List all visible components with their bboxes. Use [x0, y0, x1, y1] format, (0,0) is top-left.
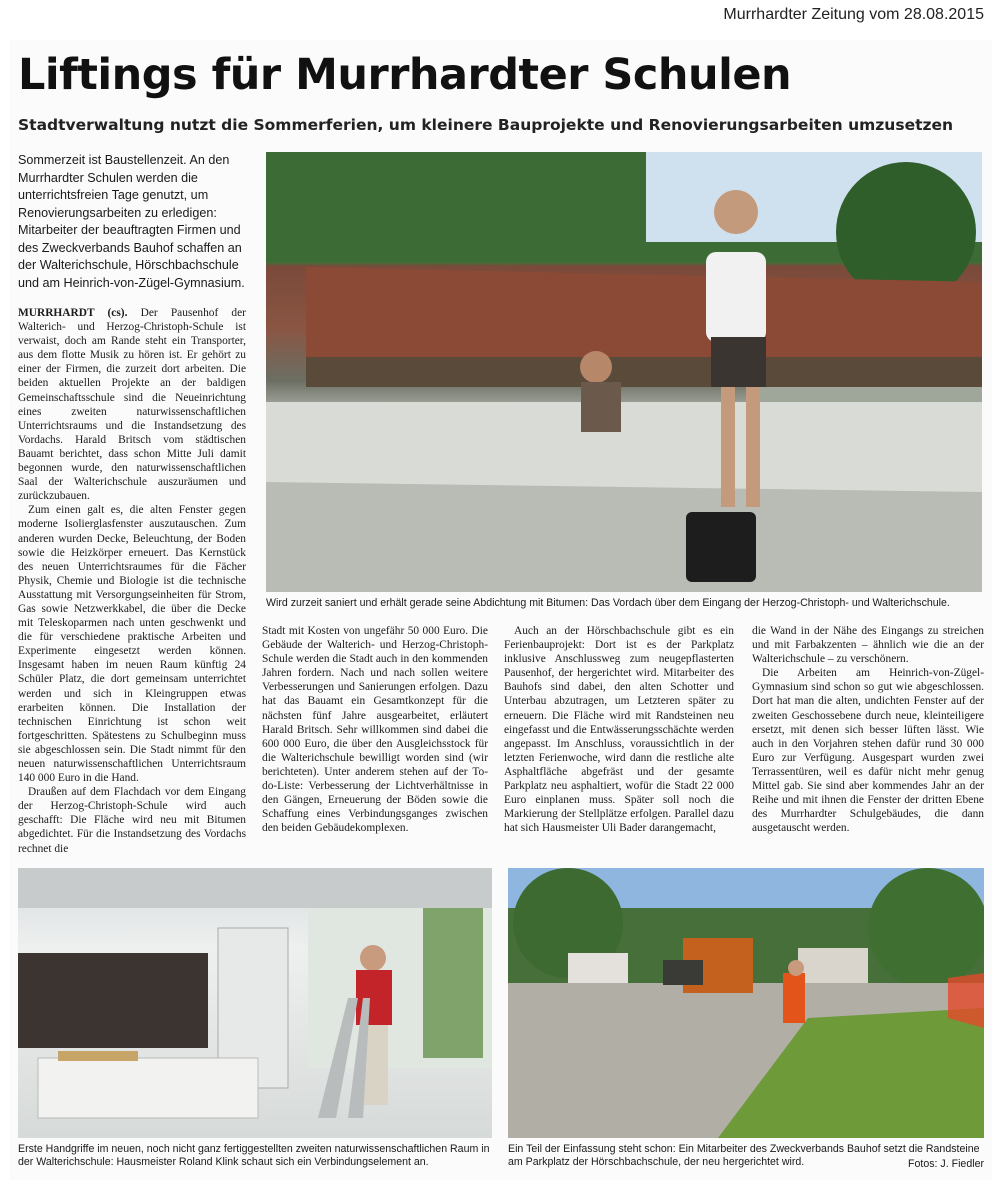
col3-paragraph-1: Auch an der Hörschbachschule gibt es ein Ferienbauprojekt: Dort ist es der Parkplatz inklusive Anschlussweg zum neugepflasterten Pausenhof, der hergerichtet wird. Mitarbeiter des Bauhofs sind dabei, den alten Schotter und Unterbau abzutragen, um Letzteren später zu erneuern. Die Fläche wird mit Randsteinen neu eingefasst und die Entwässerungsschächte werden angepasst. Im Anschluss, voraussichtlich in der letzten Ferienwoche, wird dann die restliche alte Asphaltfläche abgefräst und der gesamte Parkplatz neu asphaltiert, wofür die Stadt 22 000 Euro einplanen muss. Später soll noch die Markierung der Stellplätze erfolgen. Parallel dazu hat sich Hausmeister Uli Bader darangemacht, — [504, 625, 734, 835]
roof-photo — [266, 152, 982, 592]
caption-roof: Wird zurzeit saniert und erhält gerade seine Abdichtung mit Bitumen: Das Vordach über dem Eingang der Herzog-Christoph- und Walterichschule. — [266, 597, 950, 609]
article-column-3 — [504, 624, 734, 835]
col1-paragraph-3: Draußen auf dem Flachdach vor dem Eingang der Herzog-Christoph-Schule wird auch geschafft: Die Fläche wird neu mit Bitumen abgedichtet. Für die Instandsetzung des Vordachs rechnet die — [18, 786, 246, 855]
photo-credit: Fotos: J. Fiedler — [908, 1158, 984, 1170]
parking-site-photo — [508, 868, 984, 1138]
newspaper-page — [10, 40, 992, 1180]
article-column-4 — [752, 624, 984, 835]
caption-parking-site: Ein Teil der Einfassung steht schon: Ein Mitarbeiter des Zweckverbands Bauhof setzt die Randsteine am Parkplatz der Hörschbachschule, der neu hergerichtet wird. — [508, 1143, 980, 1168]
article-column-1 — [18, 306, 246, 856]
col2-paragraph-1: Stadt mit Kosten von ungefähr 50 000 Euro. Die Gebäude der Walterich- und Herzog-Christoph-Schule werden die Stadt auch in den kommenden Jahren fordern. Nach und nach sollen weitere Verbesserungen und Sanierungen erfolgen. Dazu hat das Bauamt ein Gesamtkonzept für die nächsten fünf Jahre ausgearbeitet, erläutert Harald Britsch. Sehr willkommen sind dabei die 600 000 Euro, die über den Ausgleichsstock für die Walterichschule bewilligt worden sind (wir berichteten). Unter anderem stehen auf der To-do-Liste: Verbesserung der Lichtverhältnisse in den Gängen, Erneuerung der Böden sowie die Schaffung eines Verbindungsganges zwischen den beiden Gebäudekomplexen. — [262, 625, 488, 835]
headline: Liftings für Murrhardter Schulen — [18, 50, 792, 100]
col4-paragraph-2: Die Arbeiten am Heinrich-von-Zügel-Gymnasium sind schon so gut wie abgeschlossen. Dort hat man die alten, undichten Fenster auf der zweiten Geschossebene durch neue, kleinteiligere ersetzt, mit denen sich besser lüften lässt. Wie auch in den Vorjahren stehen dafür rund 30 000 Euro zur Verfügung. Ausgespart wurden zwei Terrassentüren, weil es dafür nicht mehr genug Mittel gab. Sie sind aber kommendes Jahr an der Reihe und mit ihnen die Fenster der dritten Ebene des Murrhardter Schulgebäudes, die dann ausgetauscht werden. — [752, 667, 984, 835]
masthead: Murrhardter Zeitung vom 28.08.2015 — [723, 6, 984, 23]
col1-paragraph-2: Zum einen galt es, die alten Fenster gegen moderne Isolierglasfenster auszutauschen. Zum anderen wurden Decke, Beleuchtung, der Boden sowie die Heizkörper erneuert. Das Kernstück des neuen Unterrichtsraumes für die Fächer Physik, Chemie und Biologie ist die technische Ausstattung mit Versorgungseinheiten für Strom, Gas sowie Netzwerkkabel, die über die Decke mit Teleskoparmen nach unten geschwenkt und die für verschiedene praktische Arbeiten und Experimente eingesetzt werden können. Insgesamt haben im neuen Raum künftig 24 Schüler Platz, die dort gemeinsam unterrichtet werden und sich in Kleingruppen etwas erarbeiten können. Die Installation der technischen Einrichtung ist schon weit fortgeschritten. Spätestens zu Schulbeginn muss sie abgeschlossen sein. Die Stadt nimmt für den neuen naturwissenschaftlichen Unterrichtsraum 140 000 Euro in die Hand. — [18, 504, 246, 785]
subheadline: Stadtverwaltung nutzt die Sommerferien, um kleinere Bauprojekte und Renovierungsarbeiten umzusetzen — [18, 116, 954, 134]
lab-photo — [18, 868, 492, 1138]
article-column-2 — [262, 624, 488, 835]
col1-paragraph-1: Der Pausenhof der Walterich- und Herzog-Christoph-Schule ist verwaist, doch am Rande steht ein Transporter, aus dem flotte Musik zu hören ist. Er gehört zu einer der Firmen, die zurzeit dort arbeiten. Die beiden aktuellen Projekte an der baldigen Gemeinschaftsschule sind die Neueinrichtung eines zweiten naturwissenschaftlichen Unterrichtsraums und die Instandsetzung des Vordachs. Harald Britsch vom städtischen Bauamt berichtet, dass schon Mitte Juli damit begonnen wurde, den naturwissenschaftlichen Saal der Walterichschule auszuräumen und zurückzubauen. — [18, 307, 246, 503]
dateline: MURRHARDT (cs). — [18, 307, 128, 319]
caption-lab: Erste Handgriffe im neuen, noch nicht ganz fertiggestellten zweiten naturwissenschaftlichen Raum in der Walterichschule: Hausmeister Roland Klink schaut sich ein Verbindungselement an. — [18, 1143, 490, 1168]
col4-paragraph-1: die Wand in der Nähe des Eingangs zu streichen und mit Farbakzenten – ähnlich wie die an der Walterichschule – zu verschönern. — [752, 625, 984, 666]
lead-paragraph: Sommerzeit ist Baustellenzeit. An den Murrhardter Schulen werden die unterrichtsfreien Tage genutzt, um Renovierungsarbeiten zu erledigen: Mitarbeiter der beauftragten Firmen und des Zweckverbands Bauhof schaffen an der Walterichschule, Hörschbachschule und am Heinrich-von-Zügel-Gymnasium. — [18, 153, 245, 290]
